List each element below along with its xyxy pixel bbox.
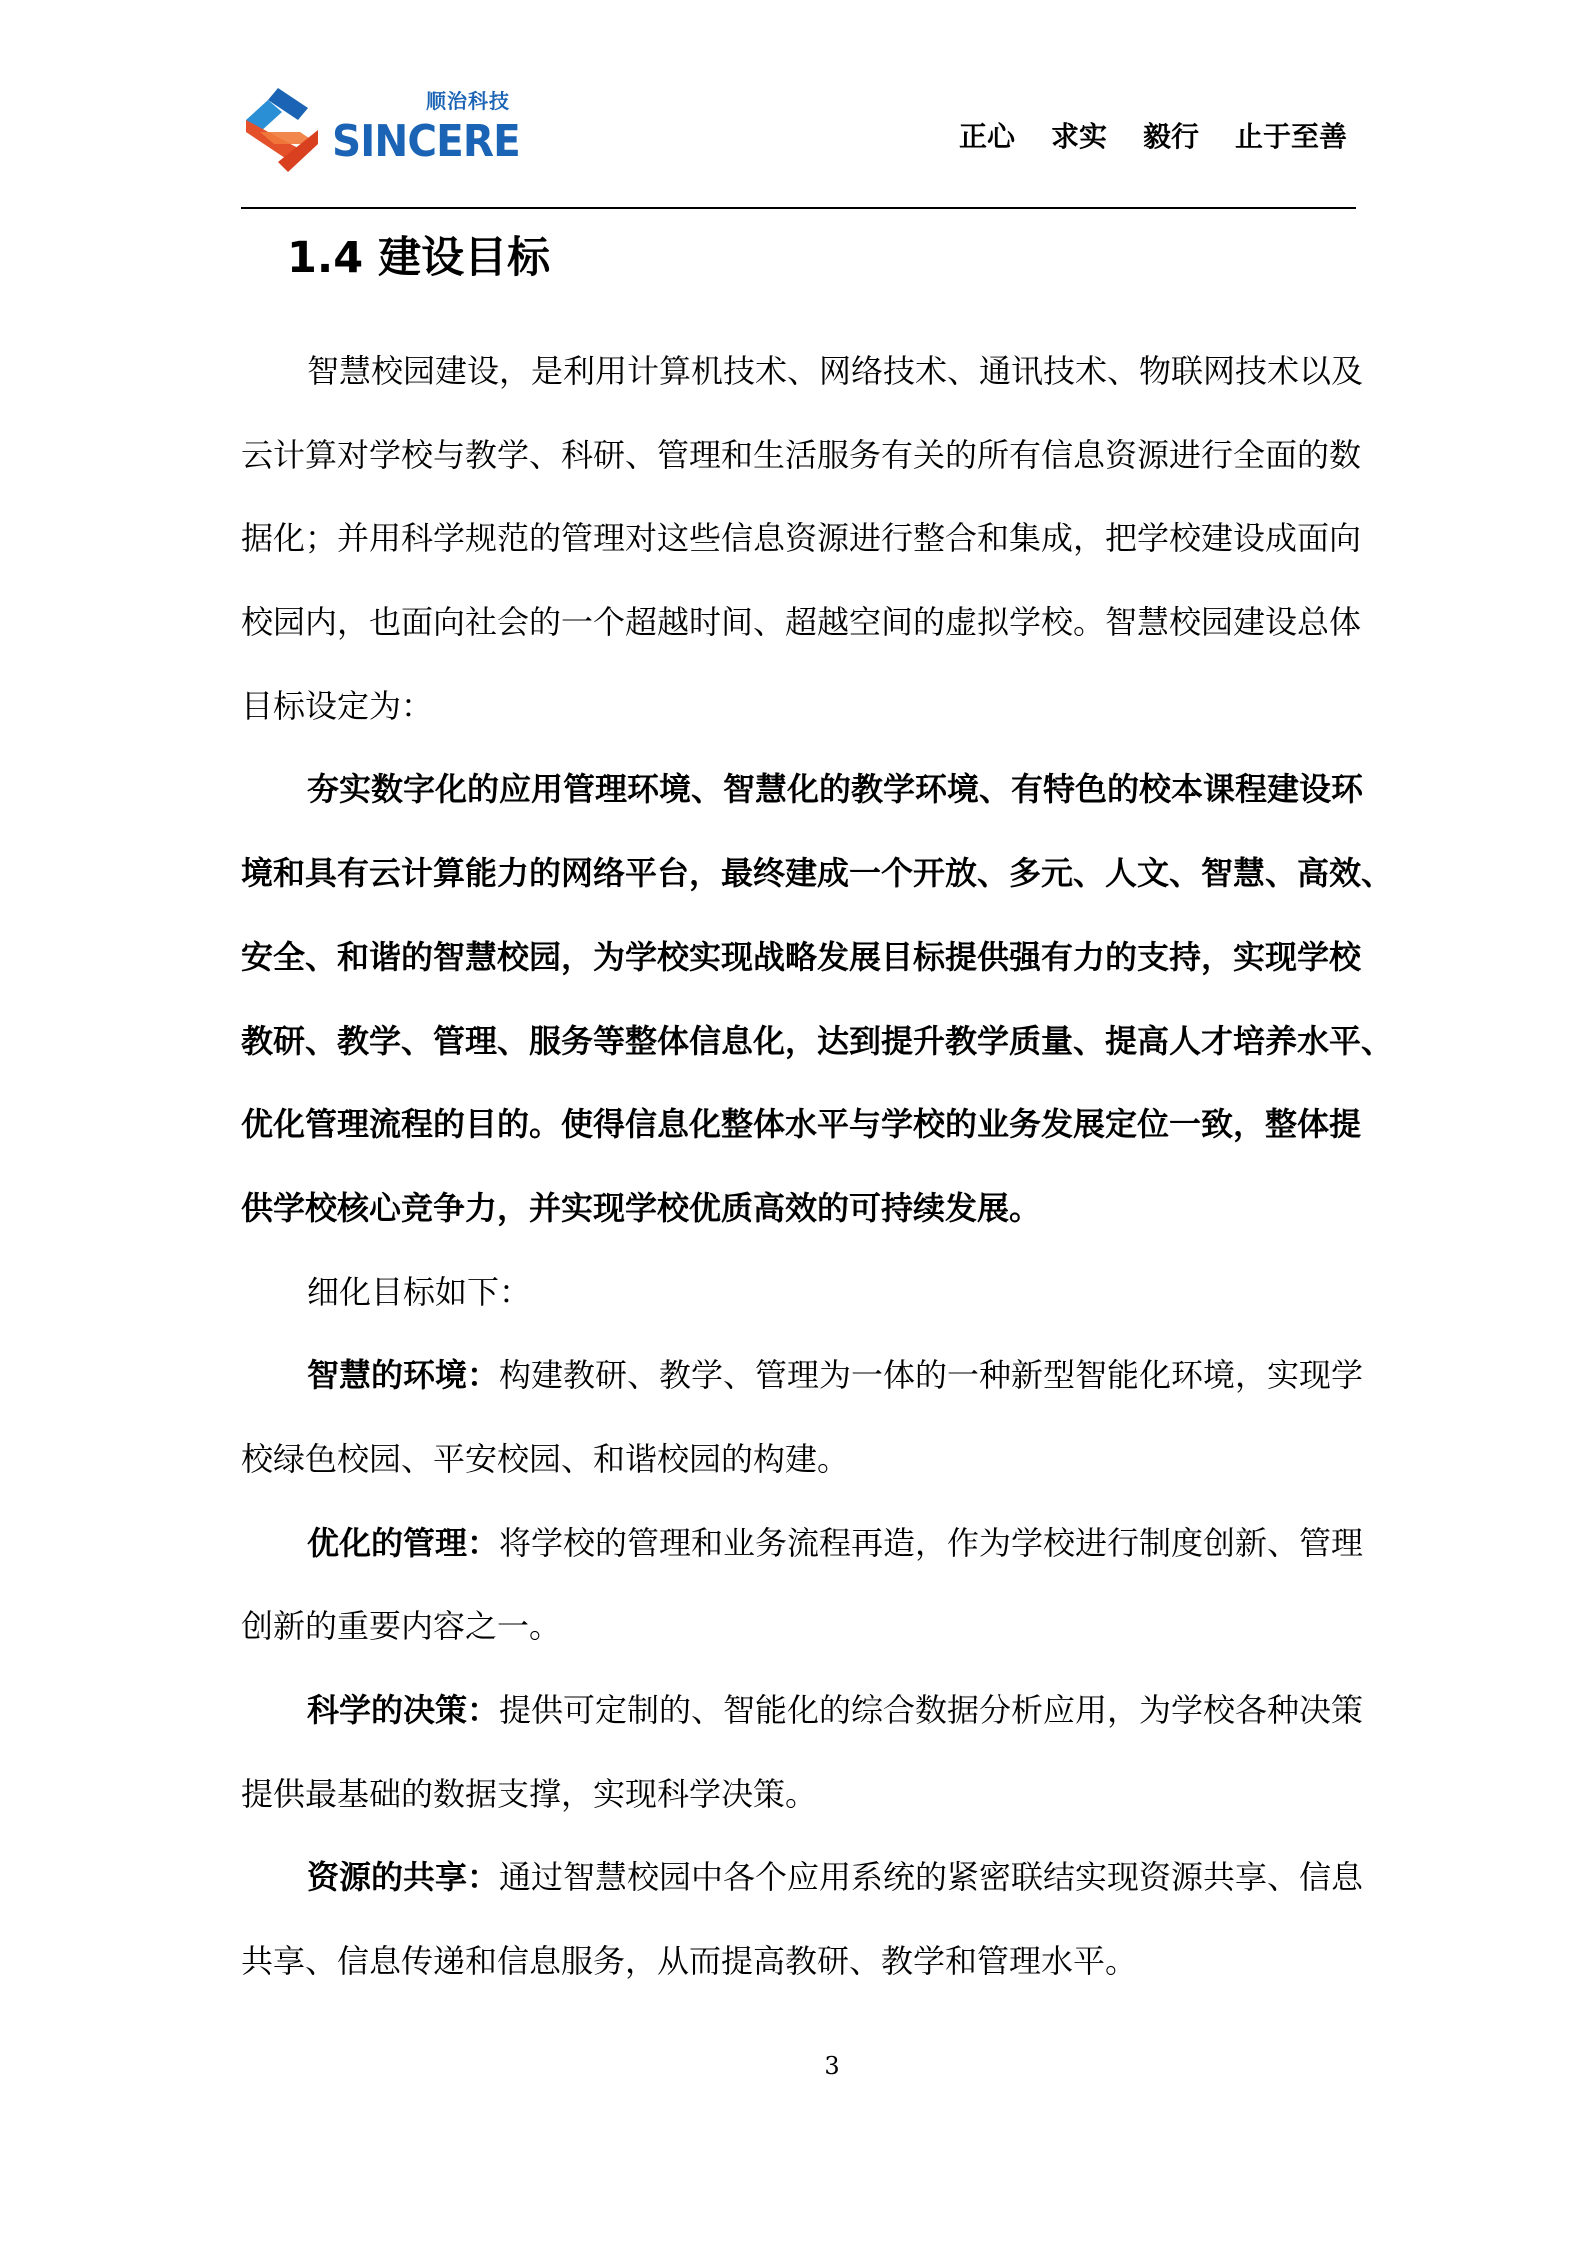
sincere-s-logo-icon (238, 86, 328, 176)
text-line: 教研、教学、管理、服务等整体信息化，达到提升教学质量、提高人才培养水平、 (241, 1021, 1394, 1060)
text-line: 安全、和谐的智慧校园，为学校实现战略发展目标提供强有力的支持，实现学校 (241, 937, 1362, 976)
text-line: 据化；并用科学规范的管理对这些信息资源进行整合和集成，把学校建设成面向 (241, 519, 1362, 558)
item-lead: 优化的管理： (307, 1523, 500, 1562)
text-line (241, 1836, 1364, 1920)
motto-item: 正心 (958, 120, 1015, 153)
detail-intro: 细化目标如下： (307, 1272, 532, 1311)
item-lead: 科学的决策： (307, 1691, 500, 1729)
motto-item: 毅行 (1142, 120, 1199, 153)
motto-item: 止于至善 (1234, 120, 1347, 153)
item-text: 将学校的管理和业务流程再造，作为学校进行制度创新、管理 (499, 1523, 1364, 1562)
text-line: 智慧校园建设，是利用计算机技术、网络技术、通讯技术、物联网技术以及 (307, 352, 1364, 390)
text-line: 优化管理流程的目的。使得信息化整体水平与学校的业务发展定位一致，整体提 (241, 1105, 1362, 1144)
logo-english-name: SINCERE (332, 116, 520, 167)
goal-item-decision (241, 1669, 1364, 1836)
item-text: 构建教研、教学、管理为一体的一种新型智能化环境，实现学 (499, 1356, 1364, 1395)
text-line: 提供最基础的数据支撑，实现科学决策。 (241, 1774, 818, 1813)
document-body (241, 330, 1394, 2004)
item-lead: 资源的共享： (307, 1858, 500, 1897)
goal-item-management (241, 1502, 1364, 1669)
text-line (241, 1669, 1364, 1753)
motto-item: 求实 (1050, 120, 1107, 153)
text-line: 创新的重要内容之一。 (241, 1607, 562, 1646)
intro-paragraph (241, 330, 1364, 748)
text-line (241, 1502, 1364, 1586)
text-line: 境和具有云计算能力的网络平台，最终建成一个开放、多元、人文、智慧、高效、 (241, 854, 1394, 893)
goal-item-environment (241, 1334, 1364, 1501)
text-line: 夯实数字化的应用管理环境、智慧化的教学环境、有特色的校本课程建设环 (307, 770, 1364, 809)
logo-chinese-name: 顺治科技 (426, 89, 510, 113)
header-motto (959, 120, 1347, 154)
text-line: 目标设定为： (241, 686, 434, 725)
text-line: 校绿色校园、平安校园、和谐校园的构建。 (241, 1439, 850, 1478)
text-line: 云计算对学校与教学、科研、管理和生活服务有关的所有信息资源进行全面的数 (241, 435, 1362, 474)
text-line: 共享、信息传递和信息服务，从而提高教研、教学和管理水平。 (241, 1942, 1138, 1981)
item-text: 提供可定制的、智能化的综合数据分析应用，为学校各种决策 (499, 1691, 1364, 1729)
item-text: 通过智慧校园中各个应用系统的紧密联结实现资源共享、信息 (499, 1858, 1364, 1897)
goal-paragraph (241, 748, 1394, 1250)
company-logo (238, 86, 528, 176)
text-line: 供学校核心竞争力，并实现学校优质高效的可持续发展。 (241, 1188, 1042, 1227)
header-divider (241, 207, 1356, 209)
section-title: 1.4 建设目标 (287, 233, 551, 283)
text-line: 校园内，也面向社会的一个超越时间、超越空间的虚拟学校。智慧校园建设总体 (241, 603, 1362, 642)
item-lead: 智慧的环境： (307, 1356, 500, 1395)
page-number: 3 (824, 2052, 840, 2080)
text-line (241, 1334, 1364, 1418)
goal-item-sharing (241, 1836, 1364, 2003)
